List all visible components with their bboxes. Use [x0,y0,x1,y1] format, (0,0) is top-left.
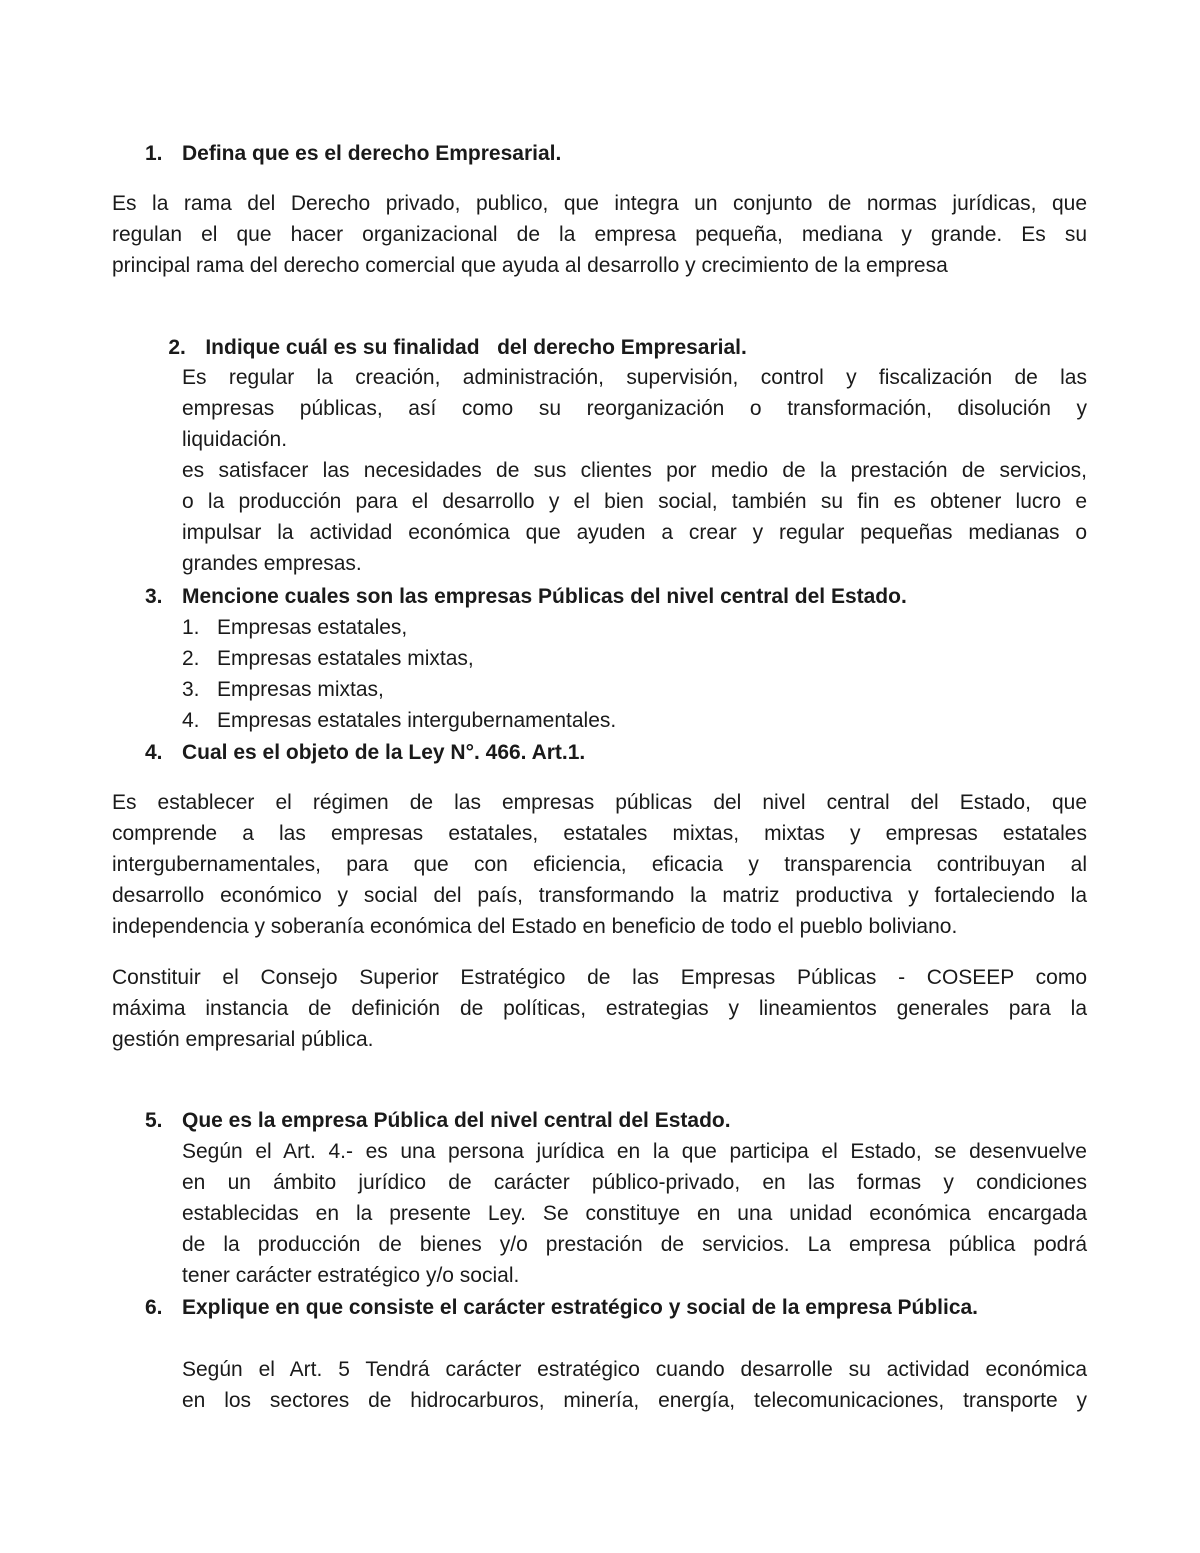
question-number: 3. [145,585,163,608]
answer-line: establecidas en la presente Ley. Se constituye en una unidad económica encargada [182,1202,1087,1225]
list-item-text: Empresas estatales mixtas, [217,647,474,670]
answer-2 [182,362,1087,579]
answer-line: Es regular la creación, administración, supervisión, control y fiscalización de las [182,366,1087,389]
list-item-text: Empresas estatales, [217,616,408,639]
answer-line: gestión empresarial pública. [112,1028,374,1051]
answer-line: impulsar la actividad económica que ayuden a crear y regular pequeñas medianas o [182,521,1087,544]
question-number: 6. [145,1296,163,1319]
answer-line: desarrollo económico y social del país, transformando la matriz productiva y fortaleciendo la [112,884,1087,907]
answer-line: grandes empresas. [182,552,362,575]
answer-line: independencia y soberanía económica del Estado en beneficio de todo el pueblo boliviano. [112,915,958,938]
answer-line: Es la rama del Derecho privado, publico, que integra un conjunto de normas jurídicas, que [112,192,1087,215]
answer-line: tener carácter estratégico y/o social. [182,1264,520,1287]
answer-line: comprende a las empresas estatales, estatales mixtas, mixtas y empresas estatales [112,822,1087,845]
question-title: Cual es el objeto de la Ley N°. 466. Art.1. [182,741,586,764]
list-item-number: 1. [182,616,200,639]
answer-line: intergubernamentales, para que con eficiencia, eficacia y transparencia contribuyan al [112,853,1087,876]
answer-5 [182,1136,1087,1291]
answer-4-paragraph-2 [112,962,1087,1055]
answer-line: de la producción de bienes y/o prestación de servicios. La empresa pública podrá [182,1233,1087,1256]
answer-line: regulan el que hacer organizacional de la empresa pequeña, mediana y grande. Es su [112,223,1087,246]
question-number: 2. [168,336,186,359]
answer-4-paragraph-1 [112,787,1087,942]
list-item-number: 2. [182,647,200,670]
question-number: 4. [145,741,163,764]
list-item-number: 4. [182,709,200,732]
answer-line: Constituir el Consejo Superior Estratégico de las Empresas Públicas - COSEEP como [112,966,1087,989]
question-3-heading [145,581,907,612]
answer-6 [182,1354,1087,1416]
answer-line: principal rama del derecho comercial que ayuda al desarrollo y crecimiento de la empresa [112,254,948,277]
question-6-heading [145,1292,978,1323]
answer-line: liquidación. [182,428,288,451]
question-5-heading [145,1105,731,1136]
list-item [182,674,384,705]
answer-line: Es establecer el régimen de las empresas públicas del nivel central del Estado, que [112,791,1087,814]
list-item-text: Empresas mixtas, [217,678,384,701]
answer-line: empresas públicas, así como su reorganización o transformación, disolución y [182,397,1087,420]
answer-line: Según el Art. 4.- es una persona jurídica en la que participa el Estado, se desenvuelve [182,1140,1087,1163]
list-item [182,643,474,674]
answer-line: en los sectores de hidrocarburos, minería, energía, telecomunicaciones, transporte y [182,1389,1087,1412]
question-title: Defina que es el derecho Empresarial. [182,142,562,165]
answer-line: o la producción para el desarrollo y el bien social, también su fin es obtener lucro e [182,490,1087,513]
question-title: Explique en que consiste el carácter estratégico y social de la empresa Pública. [182,1296,979,1319]
question-title: Indique cuál es su finalidad del derecho Empresarial. [205,336,747,359]
list-item-text: Empresas estatales intergubernamentales. [217,709,617,732]
question-number: 5. [145,1109,163,1132]
question-number: 1. [145,142,163,165]
answer-1 [112,188,1087,281]
answer-line: Según el Art. 5 Tendrá carácter estratégico cuando desarrolle su actividad económica [182,1358,1087,1381]
question-title: Que es la empresa Pública del nivel central del Estado. [182,1109,731,1132]
answer-line: es satisfacer las necesidades de sus clientes por medio de la prestación de servicios, [182,459,1087,482]
list-item-number: 3. [182,678,200,701]
list-item [182,612,407,643]
answer-line: máxima instancia de definición de políticas, estrategias y lineamientos generales para la [112,997,1087,1020]
question-1-heading [145,138,561,169]
answer-line: en un ámbito jurídico de carácter público-privado, en las formas y condiciones [182,1171,1087,1194]
question-title: Mencione cuales son las empresas Públicas del nivel central del Estado. [182,585,907,608]
question-4-heading [145,737,585,768]
list-item [182,705,616,736]
